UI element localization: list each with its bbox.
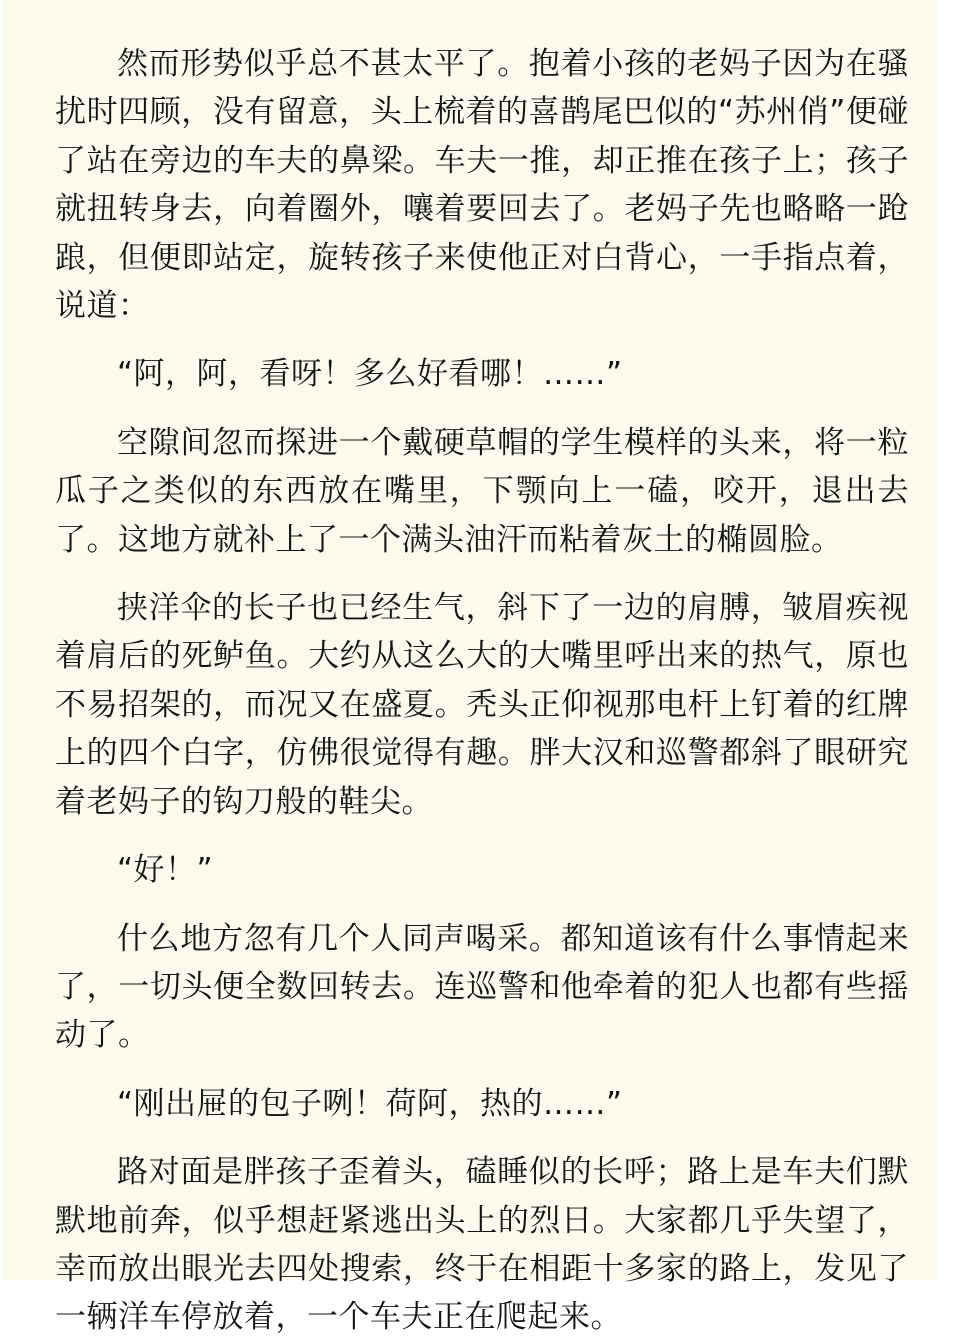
paragraph-2-dialogue: “阿，阿，看呀！多么好看哪！……” [117,356,623,393]
paragraph-7-dialogue: “刚出屉的包子咧！荷阿，热的……” [117,1085,623,1122]
paragraph-1: 然而形势似乎总不甚太平了。抱着小孩的老妈子因为在骚扰时四顾，没有留意，头上梳着的喜鹊尾巴似的“苏州俏”便碰了站在旁边的车夫的鼻梁。车夫一推，却正推在孩子上；孩子就扭转身去，向着圈外，嚷着要回去了。老妈子先也略略一跄踉，但便即站定，旋转孩子来使他正对白背心，一手指点着，说道： [55,46,909,325]
paragraph-gap [55,1128,909,1148]
document-page [3,0,937,1336]
paragraph-gap [55,826,909,846]
paragraph-8: 路对面是胖孩子歪着头，磕睡似的长呼；路上是车夫们默默地前奔，似乎想赶紧逃出头上的烈日。大家都几乎失望了，幸而放出眼光去四处搜索，终于在相距十多家的路上，发见了一辆洋车停放着，一个车夫正在爬起来。 [55,1154,909,1336]
paragraph-gap [55,399,909,419]
paragraph-5-dialogue: “好！” [117,852,214,889]
paragraph-6: 什么地方忽有几个人同声喝采。都知道该有什么事情起来了，一切头便全数回转去。连巡警和他牵着的犯人也都有些摇动了。 [55,920,909,1054]
paragraph-gap [55,564,909,584]
paragraph-gap [55,330,909,350]
paragraph-4: 挟洋伞的长子也已经生气，斜下了一边的肩膊，皱眉疾视着肩后的死鲈鱼。大约从这么大的大嘴里呼出来的热气，原也不易招架的，而况又在盛夏。秃头正仰视那电杆上钉着的红牌上的四个白字，仿佛很觉得有趣。胖大汉和巡警都斜了眼研究着老妈子的钩刀般的鞋尖。 [55,590,909,820]
paragraph-gap [55,895,909,915]
paragraph-3: 空隙间忽而探进一个戴硬草帽的学生模样的头来，将一粒瓜子之类似的东西放在嘴里，下颚向上一磕，咬开，退出去了。这地方就补上了一个满头油汗而粘着灰土的椭圆脸。 [55,424,909,558]
paragraph-gap [55,1060,909,1080]
